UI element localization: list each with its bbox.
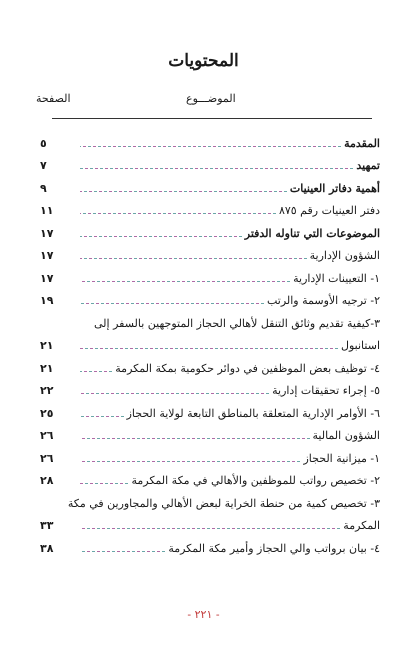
toc-entry bbox=[40, 331, 380, 354]
toc-entry bbox=[40, 511, 380, 534]
toc-entry-page: ٢٥ bbox=[40, 406, 54, 420]
dot-leader bbox=[80, 483, 128, 484]
toc-entry bbox=[40, 196, 380, 219]
toc-entry-title: الشؤون الإدارية bbox=[309, 249, 380, 262]
toc-entry-page: ٢٦ bbox=[40, 429, 54, 442]
toc-entry bbox=[40, 488, 380, 511]
toc-entry-page: ٢٦ bbox=[40, 451, 54, 465]
dot-leader bbox=[80, 461, 300, 462]
toc-entry-title: ٣- تخصيص كمية من حنطة الخراية لبعض الأهالي والمجاورين في مكة bbox=[67, 496, 380, 510]
toc-entry-title: ٥- إجراء تحقيقات إدارية bbox=[272, 384, 380, 397]
toc-entry-title: الموضوعات التي تناوله الدفتر bbox=[244, 226, 380, 240]
dot-leader bbox=[80, 191, 287, 192]
toc-entry-page: ٢١ bbox=[40, 361, 54, 375]
toc-entry-page: ٥ bbox=[40, 136, 47, 150]
toc-entry-title: ١- التعيينات الإدارية bbox=[293, 271, 380, 285]
toc-entry-page: ١١ bbox=[40, 204, 54, 217]
table-of-contents bbox=[40, 128, 380, 556]
toc-entry bbox=[40, 353, 380, 376]
toc-entry-title: الشؤون المالية bbox=[312, 429, 380, 442]
page-column-header: الصفحة bbox=[36, 92, 71, 105]
dot-leader bbox=[80, 281, 290, 282]
toc-entry bbox=[40, 466, 380, 489]
dot-leader bbox=[80, 258, 307, 259]
toc-entry-title: المقدمة bbox=[344, 136, 380, 150]
dot-leader bbox=[80, 551, 165, 552]
toc-entry-title: ٦- الأوامر الإدارية المتعلقة بالمناطق التابعة لولاية الحجاز bbox=[126, 406, 380, 420]
toc-entry-title: ٤- توظيف بعض الموظفين في دوائر حكومية بمكة المكرمة bbox=[115, 361, 380, 375]
dot-leader bbox=[80, 168, 353, 169]
toc-entry-page: ٩ bbox=[40, 181, 47, 195]
toc-entry-page: ٢٨ bbox=[40, 474, 54, 487]
toc-entry-page: ٧ bbox=[40, 159, 47, 172]
toc-entry-title: ٢- ترجيه الأوسمة والرتب bbox=[266, 294, 380, 307]
page-title: المحتويات bbox=[168, 51, 239, 71]
dot-leader bbox=[80, 416, 124, 417]
toc-entry bbox=[40, 421, 380, 444]
toc-entry bbox=[40, 533, 380, 556]
toc-entry bbox=[40, 376, 380, 399]
toc-entry-title: ٤- بيان برواتب والي الحجاز وأمير مكة المكرمة bbox=[168, 541, 380, 555]
toc-entry-page: ٣٣ bbox=[40, 519, 54, 532]
dot-leader bbox=[80, 528, 340, 529]
toc-entry-page: ٣٨ bbox=[40, 541, 54, 555]
toc-entry-title: ٢- تخصيص رواتب للموظفين والأهالي في مكة المكرمة bbox=[131, 474, 380, 487]
dot-leader bbox=[80, 146, 341, 147]
toc-entry bbox=[40, 218, 380, 241]
toc-entry-title: أهمية دفاتر العينيات bbox=[289, 181, 380, 195]
toc-entry-page: ١٧ bbox=[40, 226, 54, 240]
dot-leader bbox=[80, 236, 242, 237]
topic-column-header: الموضـــوع bbox=[186, 92, 236, 105]
toc-entry bbox=[40, 128, 380, 151]
toc-entry-title: ١- ميزانية الحجاز bbox=[303, 451, 380, 465]
toc-entry bbox=[40, 308, 380, 331]
toc-entry-title: المكرمة bbox=[343, 519, 380, 532]
dot-leader bbox=[80, 303, 264, 304]
toc-entry-page: ١٩ bbox=[40, 294, 54, 307]
dot-leader bbox=[80, 393, 269, 394]
toc-entry bbox=[40, 241, 380, 264]
toc-entry-title: استانبول bbox=[341, 339, 380, 352]
dot-leader bbox=[80, 438, 310, 439]
toc-header bbox=[36, 92, 376, 110]
header-rule bbox=[52, 118, 372, 119]
toc-entry-page: ٢١ bbox=[40, 339, 54, 352]
toc-entry bbox=[40, 173, 380, 196]
toc-entry bbox=[40, 443, 380, 466]
toc-entry-title: ٣-كيفية تقديم وثائق التنقل لأهالي الحجاز المتوجهين بالسفر إلى bbox=[94, 316, 380, 330]
toc-entry bbox=[40, 263, 380, 286]
dot-leader bbox=[80, 371, 112, 372]
toc-entry-page: ١٧ bbox=[40, 249, 54, 262]
toc-entry bbox=[40, 398, 380, 421]
toc-entry-title: دفتر العينيات رقم ٨٧٥ bbox=[278, 204, 380, 217]
toc-entry bbox=[40, 286, 380, 309]
toc-entry-page: ١٧ bbox=[40, 271, 54, 285]
dot-leader bbox=[80, 213, 276, 214]
dot-leader bbox=[80, 348, 338, 349]
toc-entry bbox=[40, 151, 380, 174]
toc-entry-title: تمهيد bbox=[356, 159, 380, 172]
toc-entry-page: ٢٢ bbox=[40, 384, 54, 397]
page-number-footer: - ٢٢١ - bbox=[187, 608, 220, 621]
